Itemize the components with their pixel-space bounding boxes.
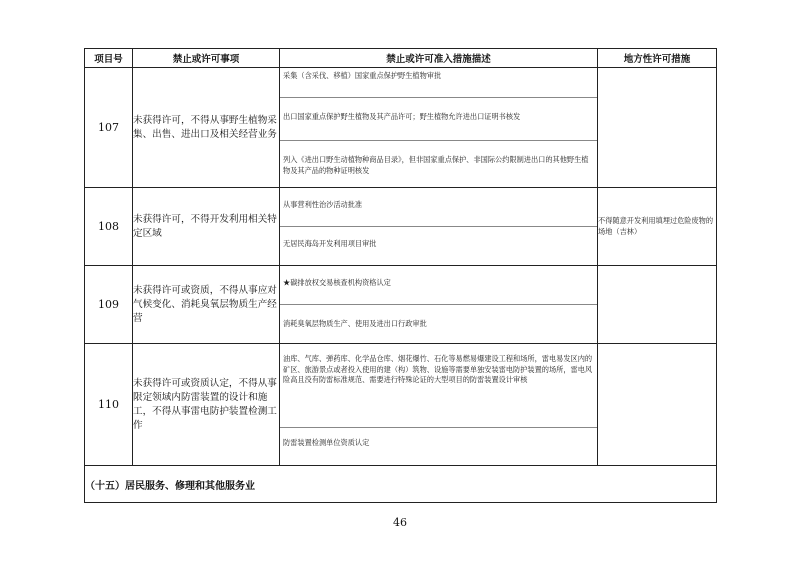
table-row (85, 68, 717, 188)
measure-text: ★碳排放权交易核查机构资格认定 (280, 266, 597, 305)
row-local: 不得随意开发利用填埋过危险废物的场地（吉林） (598, 188, 717, 266)
measure-text: 从事营利性治沙活动批准 (280, 188, 597, 227)
row-number: 109 (85, 266, 133, 344)
measure-text: 采集（含采伐、移植）国家重点保护野生植物审批 (280, 68, 597, 98)
measure-text: 无居民海岛开发利用项目审批 (283, 239, 377, 248)
row-measures (280, 344, 598, 466)
header-number: 项目号 (85, 49, 133, 68)
row-item: 未获得许可或资质，不得从事应对气候变化、消耗臭氧层物质生产经营 (133, 266, 280, 344)
row-measures (280, 266, 598, 344)
measure-text: 消耗臭氧层物质生产、使用及进出口行政审批 (283, 319, 427, 328)
row-local (598, 68, 717, 188)
row-number: 107 (85, 68, 133, 188)
measure-text: 防雷装置检测单位资质认定 (283, 438, 370, 447)
measure-text: 列入《进出口野生动植物种商品目录》，但非国家重点保护、非国际公约限制进出口的其他野生植物及其产品的物种证明核发 (283, 155, 589, 175)
table-row (85, 266, 717, 344)
row-number: 108 (85, 188, 133, 266)
row-measures (280, 188, 598, 266)
header-description: 禁止或许可准入措施描述 (280, 49, 598, 68)
header-local: 地方性许可措施 (598, 49, 717, 68)
header-row (85, 49, 717, 68)
row-number: 110 (85, 344, 133, 466)
row-local (598, 344, 717, 466)
table-row (85, 188, 717, 266)
row-item: 未获得许可，不得从事野生植物采集、出售、进出口及相关经营业务 (133, 68, 280, 188)
table-row (85, 344, 717, 466)
header-item: 禁止或许可事项 (133, 49, 280, 68)
permit-table (84, 48, 717, 503)
section-title: （十五）居民服务、修理和其他服务业 (85, 466, 717, 503)
measure-text: 出口国家重点保护野生植物及其产品许可；野生植物允许进出口证明书核发 (280, 98, 597, 141)
row-measures (280, 68, 598, 188)
section-row (85, 466, 717, 503)
row-item: 未获得许可或资质认定，不得从事限定领域内防雷装置的设计和施工，不得从事雷电防护装置检测工作 (133, 344, 280, 466)
row-item: 未获得许可，不得开发利用相关特定区域 (133, 188, 280, 266)
row-local (598, 266, 717, 344)
page-number: 46 (393, 516, 407, 529)
measure-text: 油库、气库、弹药库、化学品仓库、烟花爆竹、石化等易燃易爆建设工程和场所，雷电易发区内的矿区、旅游景点或者投入使用的建（构）筑物、设施等需要单独安装雷电防护装置的场所，雷电风险高且没有防雷标准规范、需要进行特殊论证的大型项目的防雷装置设计审核 (280, 344, 597, 428)
